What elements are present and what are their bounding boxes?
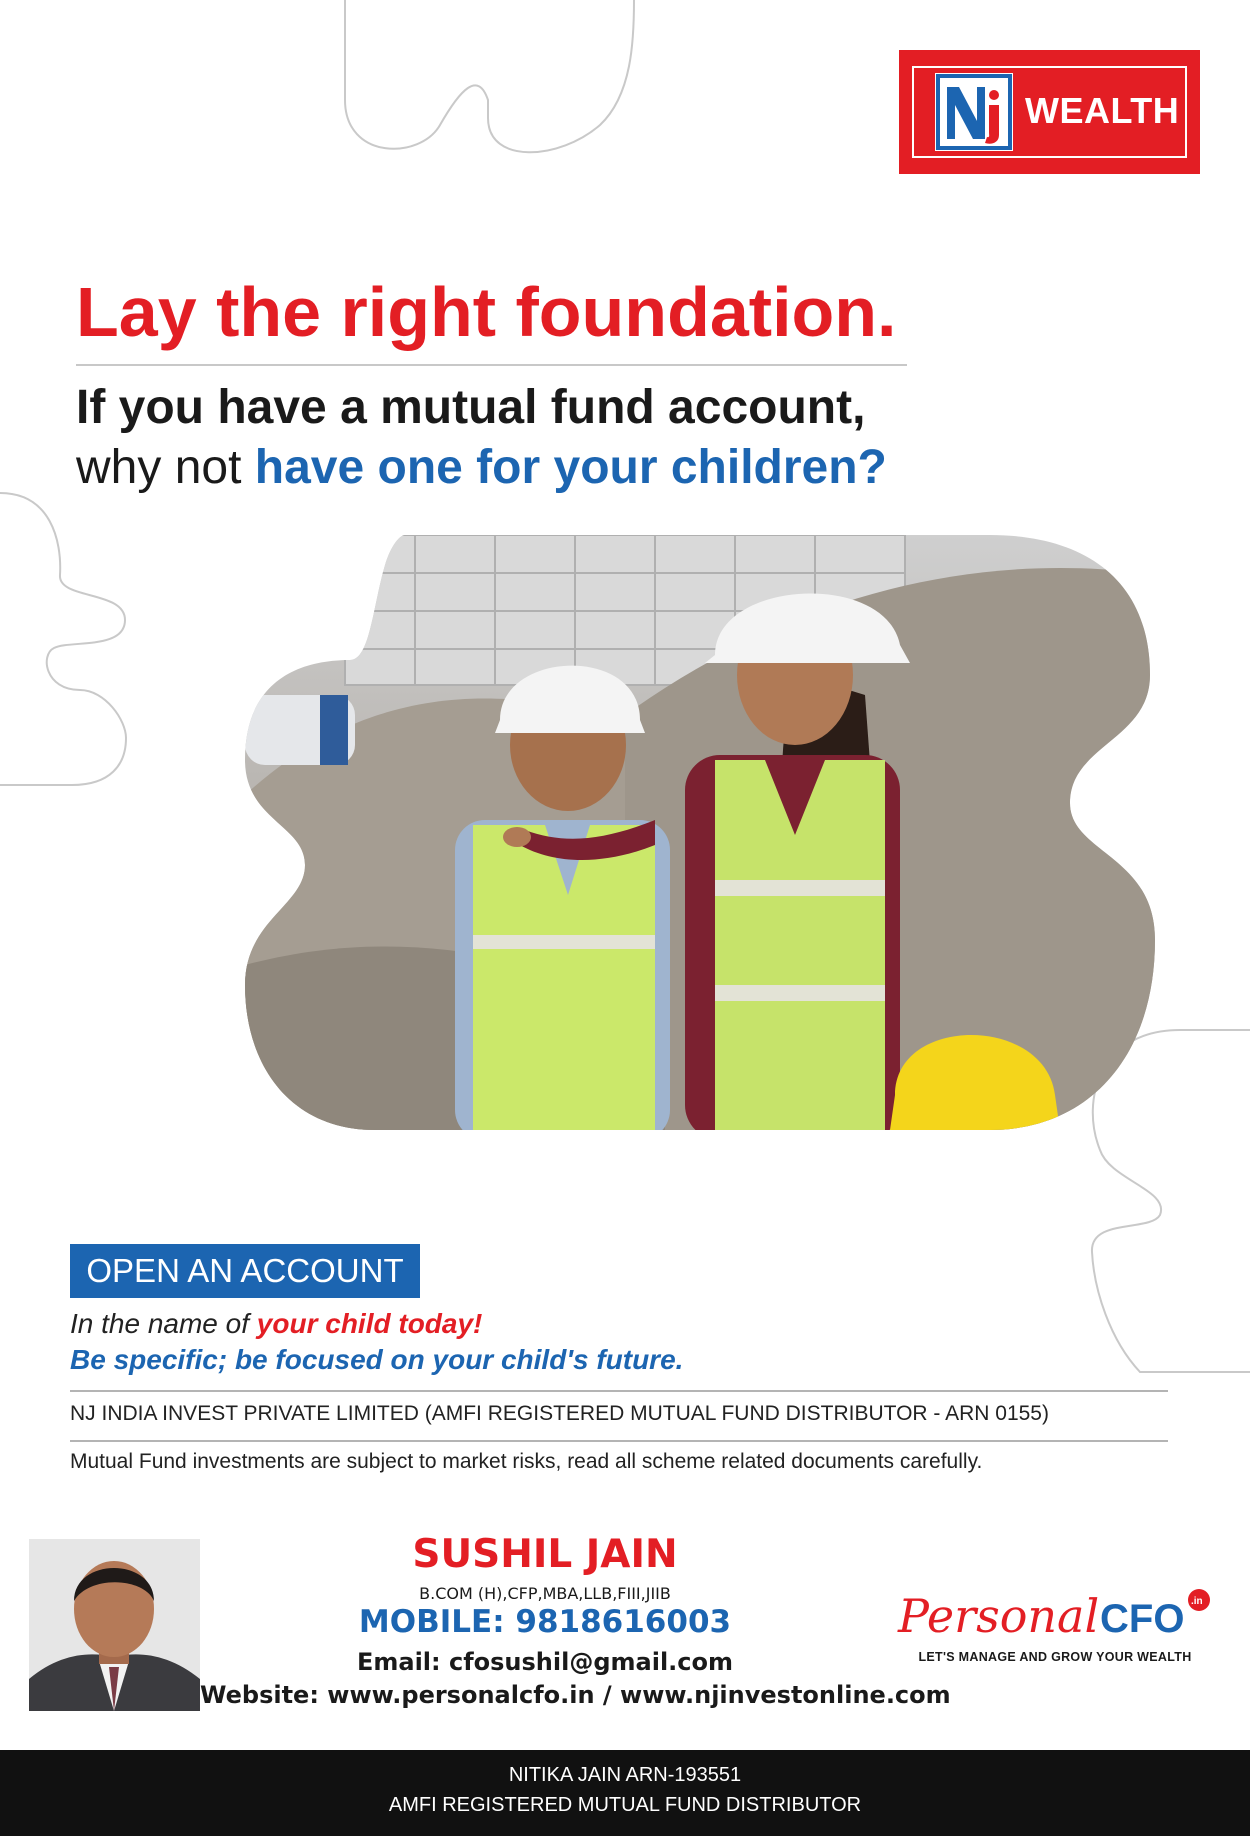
headline: Lay the right foundation. [76,273,897,351]
advisor-email[interactable]: Email: cfosushil@gmail.com [356,1648,734,1676]
personal-cfo-superscript: .in [1191,1596,1203,1607]
cta-tagline-2: Be specific; be focused on your child's future. [70,1344,684,1375]
subheadline-highlight: have one for your children? [254,441,887,494]
cta-tagline-1 [70,1308,482,1340]
footer-arn: NITIKA JAIN ARN-193551 [508,1764,742,1786]
personal-cfo-bold: CFO [1100,1597,1185,1641]
risk-disclaimer: Mutual Fund investments are subject to market risks, read all scheme related documents carefully. [70,1450,983,1473]
advisor-website[interactable]: Website: www.personalcfo.in / www.njinvestonline.com [200,1681,951,1709]
children-in-hard-hats-photo [245,535,1160,1130]
advisor-portrait [29,1539,200,1711]
advisor-mobile[interactable]: MOBILE: 9818616003 [358,1604,732,1640]
nj-monogram-icon [935,73,1013,151]
advisor-name: SUSHIL JAIN [412,1532,678,1577]
personal-cfo-script: Personal [898,1589,1100,1643]
advisor-qualifications: B.COM (H),CFP,MBA,LLB,FIII,JIIB [419,1584,671,1603]
headline-divider [76,364,907,366]
divider-top [70,1390,1168,1392]
company-disclaimer: NJ INDIA INVEST PRIVATE LIMITED (AMFI REGISTERED MUTUAL FUND DISTRIBUTOR - ARN 0155) [70,1402,1049,1425]
footer-distributor: AMFI REGISTERED MUTUAL FUND DISTRIBUTOR [388,1794,862,1816]
tagline-plain: In the name of [70,1308,257,1339]
subheadline-plain: why not [76,441,255,494]
nj-wealth-logo [899,50,1200,174]
tagline-highlight: your child today! [256,1308,483,1339]
divider-middle [70,1440,1168,1442]
subheadline-line2 [76,438,887,498]
footer-bar [0,1750,1250,1836]
personal-cfo-tagline: LET'S MANAGE AND GROW YOUR WEALTH [918,1650,1192,1664]
open-account-button[interactable]: OPEN AN ACCOUNT [70,1244,420,1298]
subheadline-line1: If you have a mutual fund account, [76,381,866,434]
logo-wordmark: WEALTH [1025,90,1180,131]
